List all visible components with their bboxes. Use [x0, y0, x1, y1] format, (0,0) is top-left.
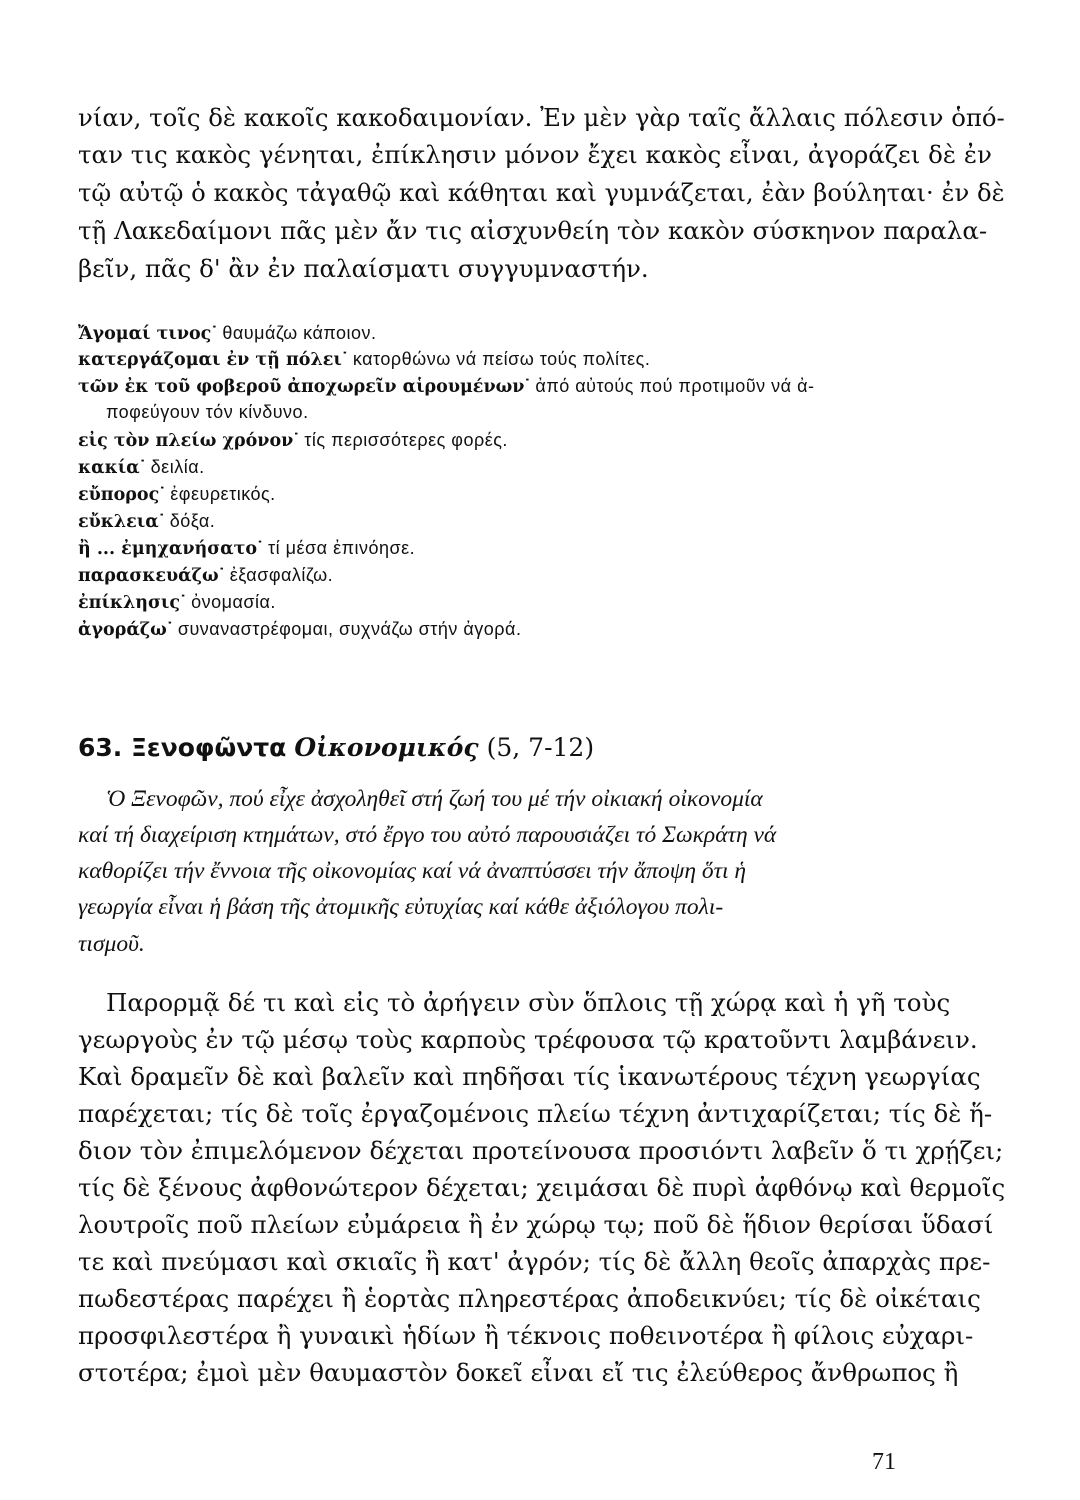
passage-line: προσφιλεστέρα ἢ γυναικὶ ἡδίων ἢ τέκνοις ποθεινοτέρα ἢ φίλοις εὐχαρι- — [78, 1321, 974, 1350]
top-passage-line: ταν τις κακὸς γένηται, ἐπίκλησιν μόνον ἔχει κακὸς εἶναι, ἀγοράζει δὲ ἐν — [78, 140, 992, 169]
intro-line: γεωργία εἶναι ἡ βάση τῆς ἀτομικῆς εὐτυχίας καί κάθε ἀξιόλογου πολι- — [78, 894, 724, 920]
section-reference: (5, 7-12) — [486, 733, 595, 762]
glossary-meaning: ἐξασφαλίζω. — [229, 565, 334, 585]
glossary-term: εὔκλεια — [78, 512, 159, 532]
glossary-term: ἀγοράζω — [78, 620, 167, 640]
glossary-term: κατεργάζομαι ἐν τῇ πόλει — [78, 350, 342, 370]
passage-line: τε καὶ πνεύμασι καὶ σκιαῖς ἢ κατ' ἀγρόν; τίς δὲ ἄλλη θεοῖς ἀπαρχὰς πρε- — [78, 1247, 991, 1276]
glossary-meaning: τί μέσα ἐπινόησε. — [268, 538, 416, 558]
glossary-term: εὔπορος — [78, 485, 160, 505]
glossary-meaning: θαυμάζω κάποιον. — [222, 323, 377, 343]
glossary-meaning: συναναστρέφομαι, συχνάζω στήν ἀγορά. — [177, 619, 522, 639]
passage-line: διον τὸν ἐπιμελόμενον δέχεται προτείνουσα προσιόντι λαβεῖν ὅ τι χρῄζει; — [78, 1136, 1004, 1165]
top-passage-line: τῷ αὐτῷ ὁ κακὸς τἀγαθῷ καὶ κάθηται καὶ γυμνάζεται, ἐὰν βούληται· ἐν δὲ — [78, 178, 1005, 207]
glossary-term: παρασκευάζω — [78, 566, 219, 586]
passage-line: στοτέρα; ἐμοὶ μὲν θαυμαστὸν δοκεῖ εἶναι εἴ τις ἐλεύθερος ἄνθρωπος ἢ — [78, 1358, 959, 1387]
top-passage-line: νίαν, τοῖς δὲ κακοῖς κακοδαιμονίαν. Ἐν μὲν γὰρ ταῖς ἄλλαις πόλεσιν ὁπό- — [78, 103, 1005, 132]
glossary-entry: παρασκευάζω˙ ἐξασφαλίζω. — [78, 565, 334, 586]
glossary-meaning: ὀνομασία. — [191, 592, 276, 612]
glossary-entry: εὔκλεια˙ δόξα. — [78, 511, 216, 532]
glossary-entry: κακία˙ δειλία. — [78, 457, 205, 478]
glossary-meaning: ποφεύγουν τόν κίνδυνο. — [106, 402, 309, 422]
glossary-term: κακία — [78, 458, 140, 478]
intro-line: Ὁ Ξενοφῶν, πού εἶχε ἀσχοληθεῖ στή ζωή του μέ τήν οἰκιακή οἰκονομία — [106, 786, 763, 812]
glossary-meaning: ἀπό αὐτούς πού προτιμοῦν νά ἀ- — [535, 376, 815, 396]
glossary-entry: ἢ ... ἐμηχανήσατο˙ τί μέσα ἐπινόησε. — [78, 538, 416, 559]
glossary-meaning: δειλία. — [150, 457, 205, 477]
passage-line: πωδεστέρας παρέχει ἢ ἑορτὰς πληρεστέρας ἀποδεικνύει; τίς δὲ οἰκέταις — [78, 1284, 981, 1313]
glossary-entry: εὔπορος˙ ἐφευρετικός. — [78, 484, 276, 505]
glossary-entry: Ἄγομαί τινος˙ θαυμάζω κάποιον. — [78, 323, 377, 344]
glossary-term: τῶν ἐκ τοῦ φοβεροῦ ἀποχωρεῖν αἱρουμένων — [78, 377, 525, 397]
glossary-entry: εἰς τὸν πλείω χρόνον˙ τίς περισσότερες φορές. — [78, 430, 508, 451]
glossary-meaning: ἐφευρετικός. — [170, 484, 276, 504]
top-passage-line: βεῖν, πᾶς δ' ἂν ἐν παλαίσματι συγγυμναστήν. — [78, 254, 649, 283]
glossary-entry: ἀγοράζω˙ συναναστρέφομαι, συχνάζω στήν ἀγορά. — [78, 619, 522, 640]
glossary-term: ἐπίκλησις — [78, 593, 181, 613]
intro-line: καθορίζει τήν ἔννοια τῆς οἰκονομίας καί νά ἀναπτύσσει τήν ἄποψη ὅτι ἡ — [78, 858, 747, 884]
section-number: 63. Ξενοφῶντα — [78, 733, 287, 762]
section-title: Οἰκονομικός — [294, 733, 479, 762]
passage-line: τίς δὲ ξένους ἀφθονώτερον δέχεται; χειμάσαι δὲ πυρὶ ἀφθόνῳ καὶ θερμοῖς — [78, 1173, 1006, 1202]
page-number: 71 — [872, 1449, 896, 1475]
passage-line: λουτροῖς ποῦ πλείων εὐμάρεια ἢ ἐν χώρῳ τῳ; ποῦ δὲ ἥδιον θερίσαι ὕδασί — [78, 1210, 994, 1239]
glossary-meaning: δόξα. — [169, 511, 216, 531]
passage-line: γεωργοὺς ἐν τῷ μέσῳ τοὺς καρποὺς τρέφουσα τῷ κρατοῦντι λαμβάνειν. — [78, 1025, 978, 1054]
glossary-entry: κατεργάζομαι ἐν τῇ πόλει˙ κατορθώνω νά πείσω τούς πολίτες. — [78, 349, 651, 370]
top-passage-line: τῇ Λακεδαίμονι πᾶς μὲν ἄν τις αἰσχυνθείη τὸν κακὸν σύσκηνον παραλα- — [78, 216, 988, 245]
glossary-entry: ἐπίκλησις˙ ὀνομασία. — [78, 592, 276, 613]
passage-line: παρέχεται; τίς δὲ τοῖς ἐργαζομένοις πλείω τέχνη ἀντιχαρίζεται; τίς δὲ ἥ- — [78, 1099, 993, 1128]
glossary-term: εἰς τὸν πλείω χρόνον — [78, 431, 294, 451]
passage-line: Καὶ δραμεῖν δὲ καὶ βαλεῖν καὶ πηδῆσαι τίς ἱκανωτέρους τέχνη γεωργίας — [78, 1062, 981, 1091]
glossary-entry-continuation — [106, 402, 309, 423]
section-heading — [78, 733, 594, 762]
intro-line: τισμοῦ. — [78, 931, 145, 957]
glossary-term: Ἄγομαί τινος — [78, 324, 212, 344]
glossary-entry: τῶν ἐκ τοῦ φοβεροῦ ἀποχωρεῖν αἱρουμένων˙ ἀπό αὐτούς πού προτιμοῦν νά ἀ- — [78, 376, 815, 397]
intro-line: καί τή διαχείριση κτημάτων, στό ἔργο του αὐτό παρουσιάζει τό Σωκράτη νά — [78, 822, 777, 848]
glossary-term: ἢ ... ἐμηχανήσατο — [78, 539, 258, 559]
passage-line: Παρορμᾷ δέ τι καὶ εἰς τὸ ἀρήγειν σὺν ὅπλοις τῇ χώρᾳ καὶ ἡ γῆ τοὺς — [106, 988, 951, 1017]
glossary-meaning: τίς περισσότερες φορές. — [304, 430, 508, 450]
glossary-meaning: κατορθώνω νά πείσω τούς πολίτες. — [352, 349, 651, 369]
